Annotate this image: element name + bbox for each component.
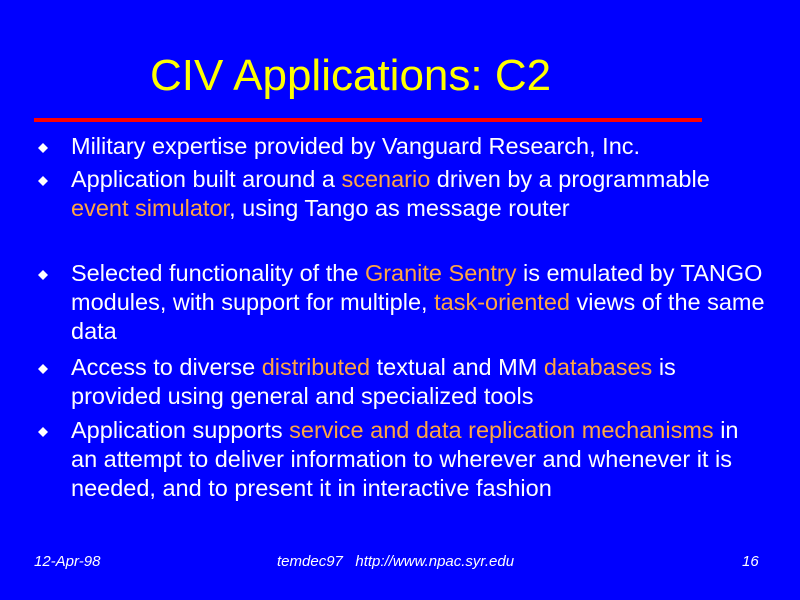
bullet-text: Selected functionality of the: [71, 260, 365, 286]
footer-date: 12-Apr-98: [34, 553, 101, 570]
bullet-text: is emulated by TANGO modules, with support for multiple,: [71, 260, 763, 315]
bullet-text: Military expertise provided by Vanguard Research, Inc.: [71, 133, 641, 159]
highlight-term: distributed: [261, 354, 371, 380]
bullet-text: in an attempt to deliver information to wherever and whenever it is needed, and to present it in interactive fashion: [71, 417, 739, 501]
bullet-text: views of the same data: [71, 289, 765, 344]
highlight-term: scenario: [341, 166, 431, 192]
highlight-term: service and data replication mechanisms: [289, 417, 714, 443]
bullet-text: , using Tango as message router: [229, 195, 570, 221]
bullet-text: Application built around a: [71, 166, 342, 192]
bullet-text: is provided using general and specialized tools: [71, 354, 676, 409]
highlight-term: event simulator: [71, 195, 230, 221]
diamond-bullet-icon: [38, 427, 48, 437]
bullet-item: [71, 353, 771, 411]
footer-source: temdec97 http://www.npac.syr.edu: [277, 553, 515, 570]
highlight-term: task-oriented: [434, 289, 570, 315]
diamond-bullet-icon: [38, 143, 48, 153]
bullet-text: driven by a programmable: [430, 166, 710, 192]
bullet-text: Application supports: [71, 417, 290, 443]
bullet-text: textual and MM: [370, 354, 544, 380]
page-number: 16: [742, 553, 759, 570]
bullet-item: [71, 165, 771, 223]
highlight-term: databases: [543, 354, 653, 380]
bullet-item: [71, 416, 771, 503]
diamond-bullet-icon: [38, 270, 48, 280]
diamond-bullet-icon: [38, 364, 48, 374]
slide-title: CIV Applications: C2: [150, 51, 552, 100]
bullet-item: [71, 132, 771, 161]
highlight-term: Granite Sentry: [364, 260, 517, 286]
diamond-bullet-icon: [38, 176, 48, 186]
bullet-text: Access to diverse: [71, 354, 262, 380]
bullet-item: [71, 259, 771, 346]
